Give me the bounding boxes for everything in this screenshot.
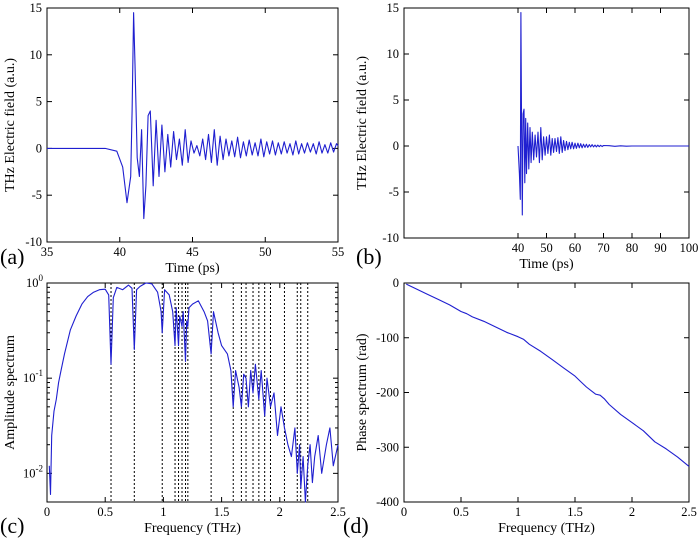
y-tick-label: -10 <box>382 231 399 245</box>
y-axis-label: THz Electric field (a.u.) <box>3 57 18 193</box>
y-axis-label: Phase spectrum (rad) <box>355 333 370 452</box>
x-tick-label: 45 <box>186 245 199 259</box>
y-axis-label: Amplitude spectrum <box>3 335 18 450</box>
x-tick-label: 80 <box>625 241 639 255</box>
panel-c <box>0 273 346 538</box>
y-tick-label: -400 <box>376 495 399 509</box>
x-tick-label: 1 <box>514 505 522 519</box>
x-axis-label: Time (ps) <box>165 261 220 276</box>
y-tick-label: 15 <box>29 1 42 15</box>
y-tick-label: 5 <box>35 94 42 109</box>
y-tick-label: 0 <box>392 139 399 153</box>
plot-frame <box>47 283 338 502</box>
x-tick-label: 1.5 <box>567 505 583 519</box>
series-line <box>47 13 338 219</box>
x-tick-label: 0.5 <box>97 505 114 519</box>
y-tick-label: -300 <box>376 440 399 455</box>
y-tick-label: 0 <box>35 141 42 156</box>
x-tick-label: 1.5 <box>213 505 230 519</box>
y-tick-label: $10^0$ <box>26 273 43 290</box>
x-tick-label: 2 <box>628 505 636 519</box>
x-axis-label: Frequency (THz) <box>144 521 241 536</box>
x-tick-label: 0 <box>400 505 408 519</box>
y-tick-label: 0 <box>392 276 399 290</box>
y-tick-label: -5 <box>31 188 42 203</box>
y-tick-label: -200 <box>376 385 399 400</box>
y-tick-label: 10 <box>29 47 42 62</box>
y-axis-label: THz Electric field (a.u.) <box>355 55 370 191</box>
x-tick-label: 100 <box>679 241 699 255</box>
series-line <box>406 284 689 466</box>
x-tick-label: 0.5 <box>453 505 469 519</box>
x-tick-label: 50 <box>540 241 553 255</box>
y-tick-label: 10 <box>386 47 399 61</box>
y-tick-label: 15 <box>386 1 399 15</box>
x-axis-label: Time (ps) <box>519 257 574 272</box>
x-tick-label: 70 <box>597 241 610 255</box>
panel-a <box>0 1 344 276</box>
x-tick-label: 90 <box>654 241 667 255</box>
y-tick-label: -100 <box>376 330 399 345</box>
y-tick-label: 5 <box>392 93 399 107</box>
x-tick-label: 2.5 <box>681 505 697 519</box>
x-axis-label: Frequency (THz) <box>498 521 595 536</box>
x-tick-label: 50 <box>259 245 272 259</box>
panel-label: (a) <box>0 244 25 269</box>
panel-label: (d) <box>343 513 369 538</box>
x-tick-label: 0 <box>43 505 51 519</box>
plot-frame <box>404 283 689 502</box>
x-tick-label: 2.5 <box>330 505 346 519</box>
x-tick-label: 40 <box>113 245 126 259</box>
x-tick-label: 40 <box>511 241 525 255</box>
y-tick-label: $10^{-2}$ <box>23 463 43 481</box>
plot-frame <box>47 8 338 242</box>
x-tick-label: 60 <box>568 241 582 255</box>
y-tick-label: $10^{-1}$ <box>23 368 43 386</box>
y-tick-label: -10 <box>25 235 42 249</box>
x-tick-label: 35 <box>40 245 54 259</box>
x-tick-label: 2 <box>276 505 283 519</box>
panel-label: (b) <box>356 244 382 269</box>
plot-frame <box>404 8 689 238</box>
x-tick-label: 1 <box>160 505 167 519</box>
series-line <box>49 283 338 502</box>
series-line <box>518 13 689 215</box>
panel-label: (c) <box>0 513 25 538</box>
panel-b <box>355 1 698 272</box>
x-tick-label: 55 <box>331 245 345 259</box>
y-tick-label: -5 <box>388 185 399 199</box>
panel-d <box>343 276 697 538</box>
